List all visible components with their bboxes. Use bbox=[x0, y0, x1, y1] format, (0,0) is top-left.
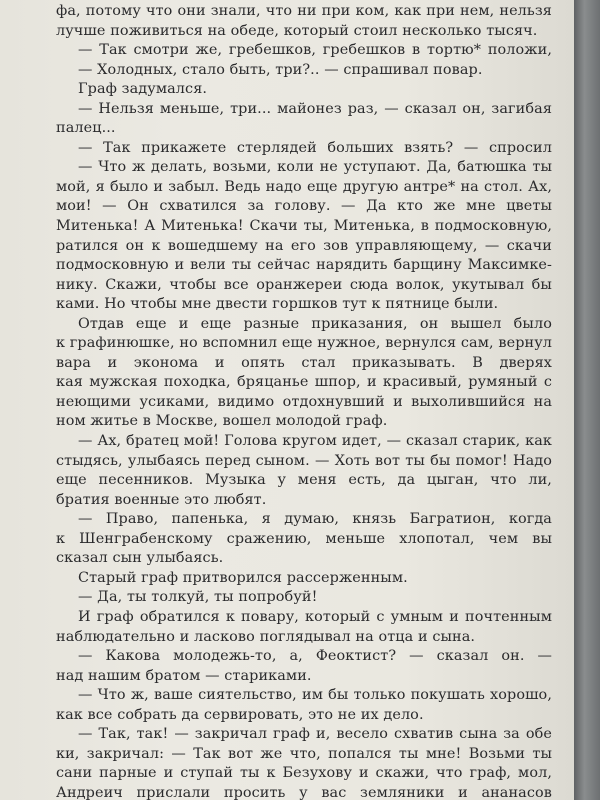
text-line: к графинюшке, но вспомнил еще нужное, вернулся сам, вернул bbox=[56, 335, 552, 352]
text-line: стыдясь, улыбаясь перед сыном. — Хоть вот ты бы помог! Надо bbox=[56, 452, 552, 469]
text-line: — Ах, братец мой! Голова кругом идет, — сказал старик, как bbox=[78, 433, 552, 450]
text-line: как все собрать да сервировать, это не их дело. bbox=[56, 706, 424, 723]
text-line: братия военные это любят. bbox=[56, 491, 267, 508]
page-text bbox=[56, 2, 552, 800]
text-line: Отдав еще и еще разные приказания, он вышел было bbox=[78, 315, 552, 332]
text-line: сани парные и ступай ты к Безухову и скажи, что граф, мол, bbox=[56, 765, 552, 782]
text-line: мои! — Он схватился за голову. — Да кто же мне цветы bbox=[56, 198, 552, 215]
text-line: ном житье в Москве, вошел молодой граф. bbox=[56, 413, 388, 430]
text-line: Андреич прислали просить у вас земляники и ананасов bbox=[56, 784, 552, 800]
text-line: — Так смотри же, гребешков, гребешков в тортю* положи, bbox=[78, 42, 552, 59]
text-line: — Что ж делать, возьми, коли не уступают. Да, батюшка ты bbox=[78, 159, 552, 176]
text-line: ратился он к вошедшему на его зов управляющему, — скачи bbox=[56, 237, 552, 254]
text-line: кая мужская походка, бряцанье шпор, и красивый, румяный с bbox=[56, 374, 552, 391]
text-line: Старый граф притворился рассерженным. bbox=[78, 569, 408, 586]
text-line: палец... bbox=[56, 120, 116, 137]
text-line: подмосковную и вели ты сейчас нарядить барщину Максимке- bbox=[56, 257, 552, 274]
text-line: — Так прикажете стерлядей больших взять? — спросил bbox=[78, 139, 552, 156]
text-line: — Да, ты толкуй, ты попробуй! bbox=[78, 589, 318, 606]
text-line: Митенька! А Митенька! Скачи ты, Митенька, в подмосковную, bbox=[56, 218, 552, 235]
text-line: И граф обратился к повару, который с умным и почтенным bbox=[78, 608, 552, 625]
text-line: Граф задумался. bbox=[78, 81, 208, 98]
text-line: сказал сын улыбаясь. bbox=[56, 550, 224, 567]
text-line: лучше поживиться на обеде, который стоил несколько тысяч. bbox=[56, 22, 538, 39]
text-line: — Так, так! — закричал граф и, весело схватив сына за обе bbox=[78, 726, 552, 743]
text-line: наблюдательно и ласково поглядывал на отца и сына. bbox=[56, 628, 476, 645]
text-line: неющими усиками, видимо отдохнувший и выхолившийся на bbox=[56, 393, 552, 410]
text-line: нику. Скажи, чтобы все оранжереи сюда волок, укутывал бы bbox=[56, 276, 552, 293]
text-line: — Право, папенька, я думаю, князь Багратион, когда bbox=[78, 511, 552, 528]
text-line: ками. Но чтобы мне двести горшков тут к пятнице были. bbox=[56, 296, 499, 313]
text-line: — Нельзя меньше, три... майонез раз, — сказал он, загибая bbox=[78, 100, 552, 117]
text-line: — Что ж, ваше сиятельство, им бы только покушать хорошо, bbox=[78, 687, 552, 704]
book-spine-edge bbox=[574, 0, 600, 800]
text-line: над нашим братом — стариками. bbox=[56, 667, 312, 684]
text-line: к Шенграбенскому сражению, меньше хлопотал, чем вы bbox=[56, 530, 552, 547]
text-line: мой, я было и забыл. Ведь надо еще другую антре* на стол. Ах, bbox=[56, 178, 552, 195]
text-line: ки, закричал: — Так вот же что, попался ты мне! Возьми ты bbox=[56, 745, 552, 762]
text-line: фа, потому что они знали, что ни при ком, как при нем, нельзя bbox=[56, 3, 552, 19]
text-line: — Холодных, стало быть, три?.. — спрашивал повар. bbox=[78, 61, 483, 78]
text-line: вара и эконома и опять стал приказывать. В дверях bbox=[56, 354, 552, 371]
text-line: еще песенников. Музыка у меня есть, да цыган, что ли, bbox=[56, 472, 552, 489]
text-line: — Какова молодежь-то, а, Феоктист? — сказал он. — bbox=[78, 648, 552, 665]
